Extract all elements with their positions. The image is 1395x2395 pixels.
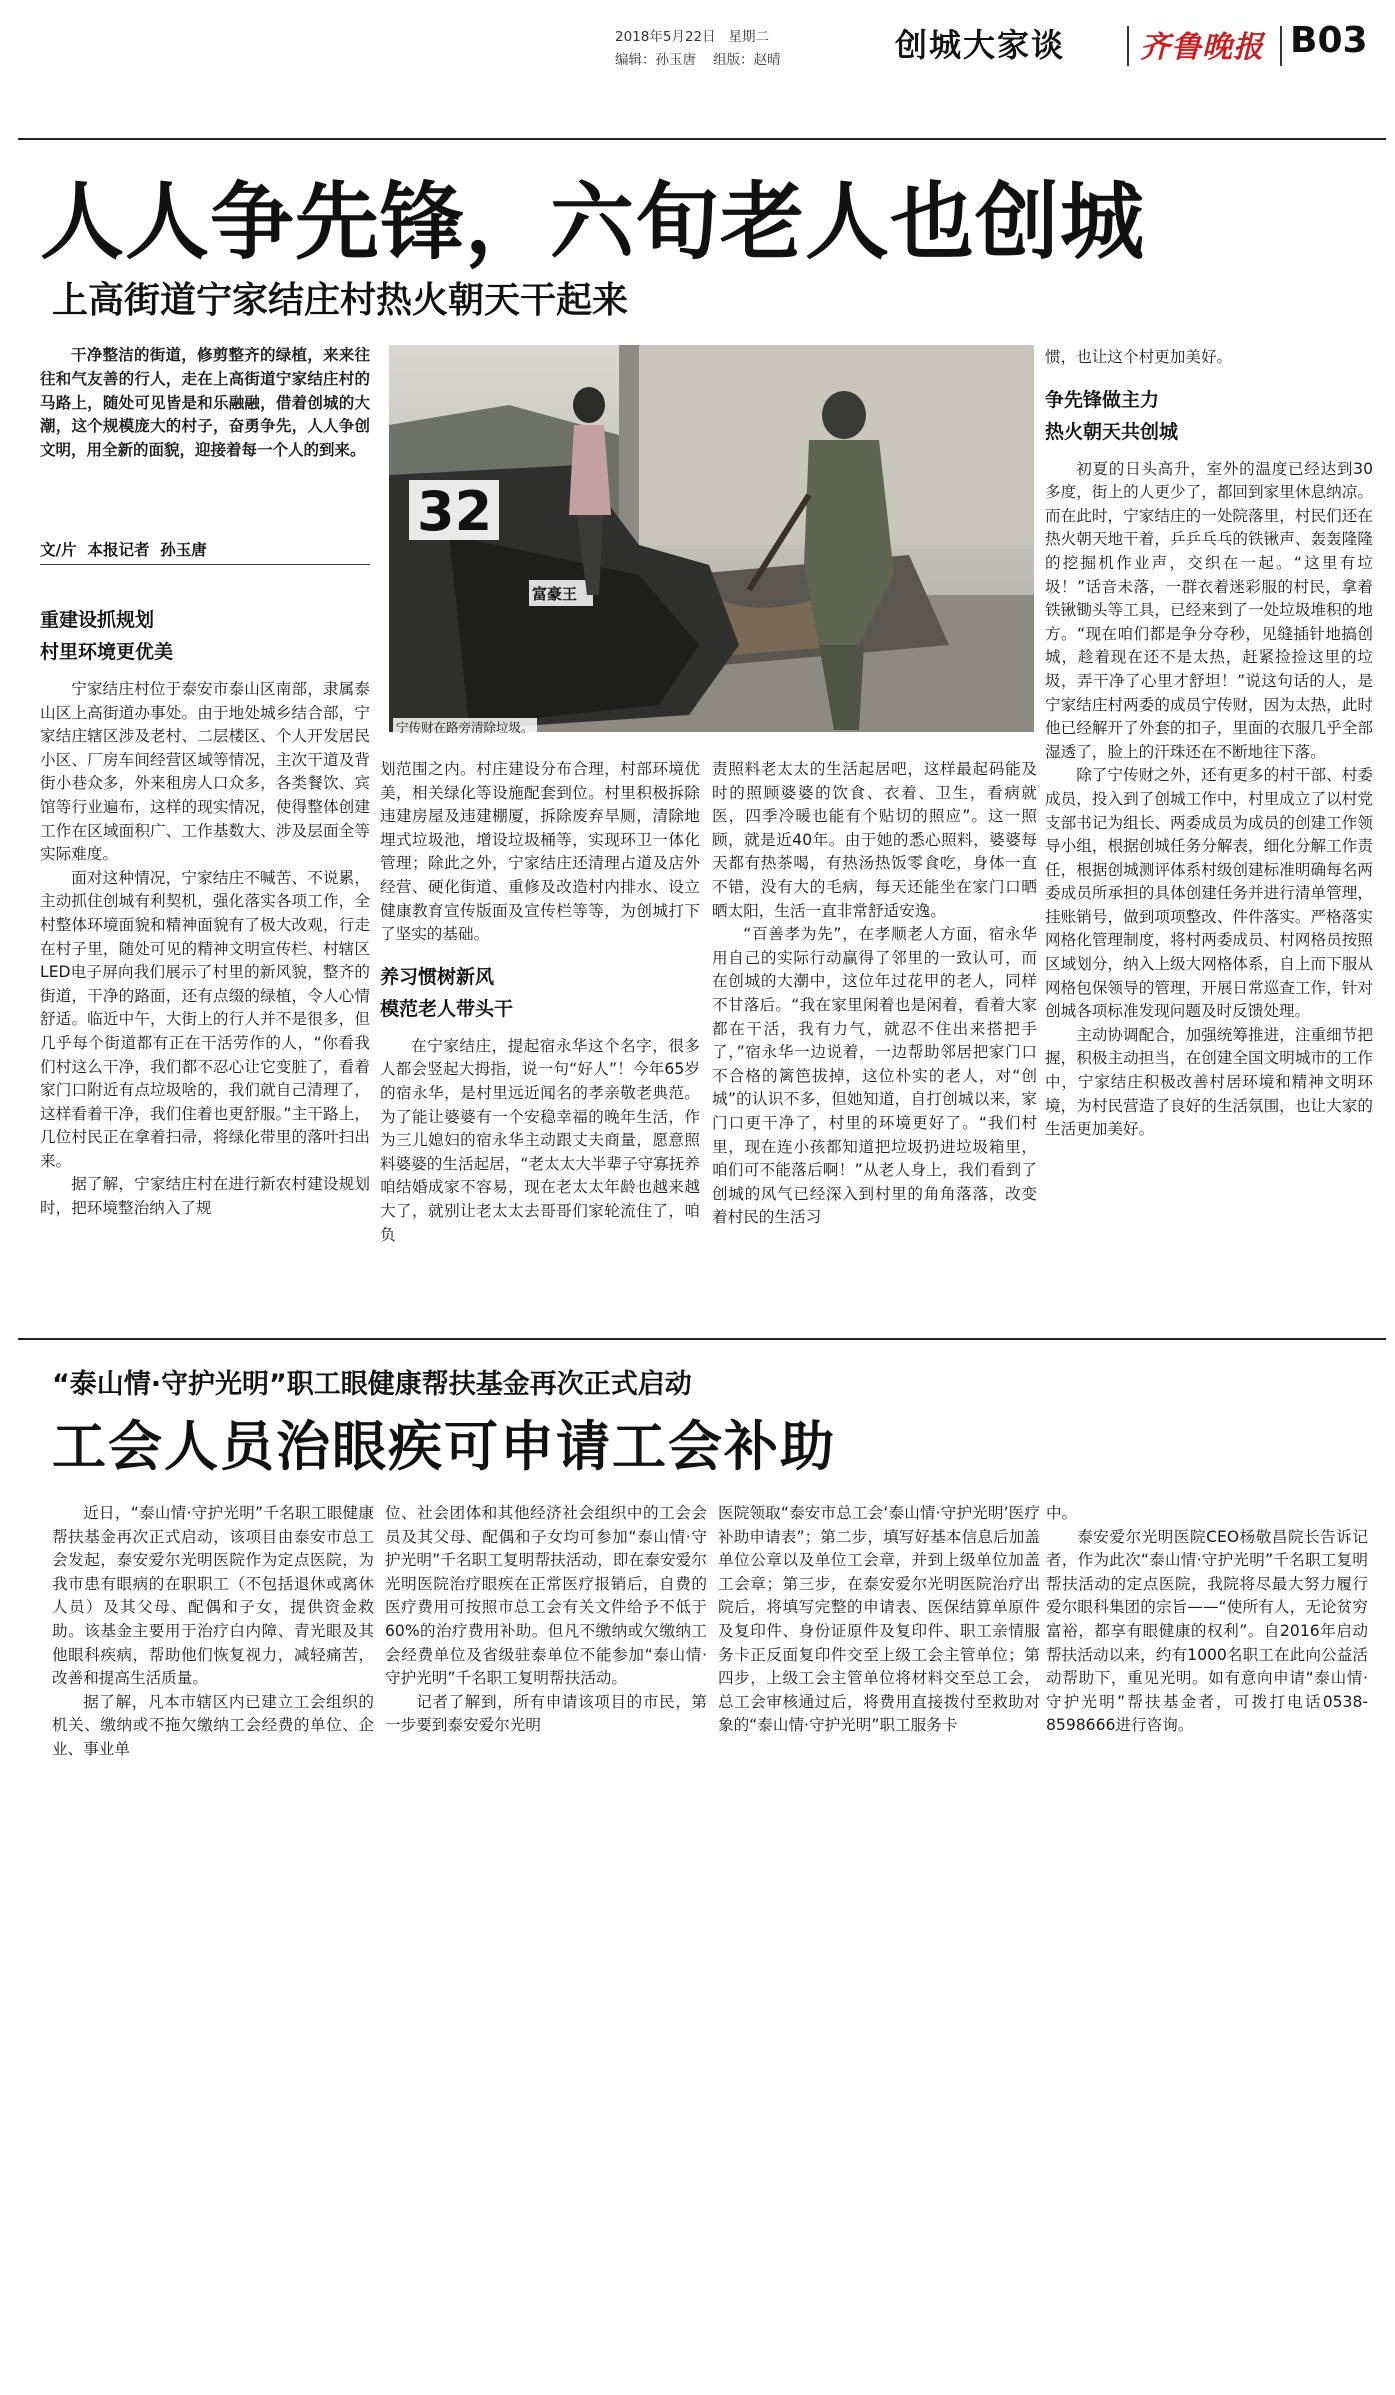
news-photo [389, 345, 1034, 732]
section1-title-line-1: 重建设抓规划 [40, 609, 155, 631]
paragraph: 中。 [1046, 1504, 1078, 1522]
article1-column-4 [1045, 346, 1373, 1142]
vehicle-brand: 富豪王 [532, 585, 578, 603]
paragraph: 惯，也让这个村更加美好。 [1045, 348, 1233, 366]
section3-title-line-1: 争先锋做主力 [1045, 388, 1160, 411]
newspaper-logo: 齐鲁晚报 [1140, 30, 1264, 65]
article2-headline: 工会人员治眼疾可申请工会补助 [52, 1415, 836, 1478]
photo-caption: 宁传财在路旁清除垃圾。 [393, 718, 537, 736]
paragraph: “百善孝为先”，在孝顺老人方面，宿永华用自己的实际行动赢得了邻里的一致认可，而在创城的大潮中，这位年过花甲的老人，同样不甘落后。“我在家里闲着也是闲着，看着大家都在干活，我有力气，就忍不住出来搭把手了，”宿永华一边说着，一边帮助邻居把家门口不合格的篱笆拔掉，这位朴实的老人，对“创城”的认识不多，但她知道，自打创城以来，家门口更干净了，村里的环境更好了。“我们村里，现在连小孩都知道把垃圾扔进垃圾箱里，咱们可不能落后啊！”从老人身上，我们看到了创城的风气已经深入到村里的角角落落，改变着村民的生活习 [712, 925, 1037, 1227]
masthead-divider-2 [1280, 26, 1282, 66]
section2-title-line-2: 模范老人带头干 [380, 997, 514, 1020]
section1-title [40, 604, 370, 668]
paragraph: 近日，“泰山情·守护光明”千名职工眼健康帮扶基金再次正式启动，该项目由泰安市总工会发起，泰安爱尔光明医院作为定点医院，为我市患有眼病的在职职工（不包括退休或离休人员）及其父母、配偶和子女，提供资金救助。该基金主要用于治疗白内障、青光眼及其他眼科疾病，帮助他们恢复视力，减轻痛苦，改善和提高生活质量。 [52, 1504, 374, 1688]
paragraph: 据了解，凡本市辖区内已建立工会组织的机关、缴纳或不拖欠缴纳工会经费的单位、企业、事业单 [52, 1692, 374, 1758]
article2-kicker: “泰山情·守护光明”职工眼健康帮扶基金再次正式启动 [52, 1369, 692, 1400]
paragraph: 泰安爱尔光明医院CEO杨敬昌院长告诉记者，作为此次“泰山情·守护光明”千名职工复明帮扶活动的定点医院，我院将尽最大努力履行爱尔眼科集团的宗旨——“使所有人，无论贫穷富裕，都享有眼健康的权利”。自2016年启动帮扶活动以来，约有1000名职工在此向公益活动帮助下，重见光明。如有意向申请“泰山情·守护光明”帮扶基金者，可拨打电话0538-8598666进行咨询。 [1046, 1527, 1368, 1735]
paragraph: 责照料老太太的生活起居吧，这样最起码能及时的照顾婆婆的饮食、衣着、卫生，看病就医，四季冷暖也能有个贴切的照应”。这一照顾，就是近40年。由于她的悉心照料，婆婆每天都有热茶喝，有热汤热饭零食吃，身体一直不错，没有大的毛病，每天还能坐在家门口晒晒太阳，生活一直非常舒适安逸。 [712, 760, 1037, 920]
article1-column-3 [712, 758, 1037, 1230]
paragraph: 位、社会团体和其他经济社会组织中的工会会员及其父母、配偶和子女均可参加“泰山情·守护光明”千名职工复明帮扶活动，即在泰安爱尔光明医院治疗眼疾在正常医疗报销后，自费的医疗费用可按照市总工会有关文件给予不低于60%的治疗费用补助。但凡不缴纳或欠缴纳工会经费单位及省级驻泰单位不能参加“泰山情·守护光明”千名职工复明帮扶活动。 [385, 1504, 707, 1688]
byline-rule [40, 564, 370, 565]
paragraph: 面对这种情况，宁家结庄不喊苦、不说累，主动抓住创城有利契机，强化落实各项工作，全村整体环境面貌和精神面貌有了极大改观，行走在村子里，随处可见的精神文明宣传栏、村辖区LED电子屏向我们展示了村里的新风貌，整齐的街道，干净的路面，还有点缀的绿植，令人心情舒适。临近中午，大街上的行人并不是很多，但几乎每个街道都有正在干活劳作的人，“你看我们村这么干净，我们都不忍心让它变脏了，看着家门口附近有点垃圾啥的，我们就自己清理了，这样看着干净，我们住着也更舒服。”主干路上，几位村民正在拿着扫帚，将绿化带里的落叶扫出来。 [40, 868, 370, 1170]
section-name: 创城大家谈 [895, 26, 1066, 64]
paragraph: 初夏的日头高升，室外的温度已经达到30多度，街上的人更少了，都回到家里休息纳凉。而在此时，宁家结庄的一处院落里，村民们还在热火朝天地干着，乒乒乓乓的铁锹声、轰轰隆隆的挖掘机作业声，交织在一起。“这里有垃圾！”话音未落，一群衣着迷彩服的村民，拿着铁锹锄头等工具，已经来到了一处垃圾堆积的地方。“现在咱们都是争分夺秒，见缝插针地搞创城，趁着现在还不是太热，赶紧捡捡这里的垃圾，弄干净了心里才舒坦！”说这句话的人，是宁家结庄村两委的成员宁传财，因为太热，此时他已经解开了外套的扣子，里面的衣服几乎全部湿透了，脸上的汗珠还在不断地往下落。 [1045, 459, 1373, 761]
lead-paragraph: 干净整洁的街道，修剪整齐的绿植，来来往往和气友善的行人，走在上高街道宁家结庄村的马路上，随处可见皆是和乐融融，借着创城的大潮，这个规模庞大的村子，奋勇争先，人人争创文明，用全新的面貌，迎接着每一个人的到来。 [40, 346, 370, 460]
section3-title-line-2: 热火朝天共创城 [1045, 420, 1179, 443]
section2-title [380, 961, 700, 1025]
paragraph: 除了宁传财之外，还有更多的村干部、村委成员，投入到了创城工作中，村里成立了以村党支部书记为组长、两委成员为成员的创建工作领导小组，根据创城任务分解表，细化分解工作责任，根据创城测评体系村级创建标准明确每名两委成员所承担的具体创建任务并进行清单管理，挂账销号，做到项项整改、件件落实。严格落实网格化管理制度，将村两委成员、村网格员按照区域划分，纳入上级大网格体系，自上而下服从网格包保领导的管理，开展日常巡查工作，针对创城各项标准发现问题及时反馈处理。 [1045, 766, 1373, 1021]
article2-column-3 [718, 1502, 1040, 1738]
article1-column-2 [380, 758, 700, 1247]
paragraph: 医院领取“泰安市总工会‘泰山情·守护光明’医疗补助申请表”；第二步，填写好基本信息后加盖单位公章以及单位工会章，并到上级单位加盖工会章；第三步，在泰安爱尔光明医院治疗出院后，将填写完整的申请表、医保结算单原件及复印件、身份证原件及复印件、职工亲情服务卡正反面复印件交至上级工会主管单位；第四步，上级工会主管单位将材料交至总工会，总工会审核通过后，将费用直接拨付至救助对象的“泰山情·守护光明”职工服务卡 [718, 1504, 1040, 1735]
paragraph: 主动协调配合，加强统筹推进，注重细节把握，积极主动担当，在创建全国文明城市的工作中，宁家结庄积极改善村居环境和精神文明环境，为村民营造了良好的生活氛围，也让大家的生活更加美好。 [1045, 1025, 1373, 1139]
masthead-editors: 编辑：孙玉唐 组版：赵晴 [615, 52, 781, 68]
paragraph: 记者了解到，所有申请该项目的市民，第一步要到泰安爱尔光明 [385, 1692, 707, 1735]
issue-weekday: 星期二 [728, 29, 769, 45]
section3-title [1045, 384, 1373, 448]
byline: 文/片 本报记者 孙玉唐 [40, 541, 207, 559]
issue-date: 2018年5月22日 [615, 29, 716, 45]
article-divider [18, 1338, 1386, 1340]
article1-column-1 [40, 604, 370, 1221]
page-number: B03 [1290, 20, 1368, 61]
article2-column-4 [1046, 1502, 1368, 1738]
article2-column-1 [52, 1502, 374, 1762]
paragraph: 划范围之内。村庄建设分布合理，村部环境优美，相关绿化等设施配套到位。村里积极拆除违建房屋及违建棚厦，拆除废弃旱厕，清除地埋式垃圾池，增设垃圾桶等，实现环卫一体化管理；除此之外，宁家结庄还清理占道及店外经营、硬化街道、重修及改造村内排水、设立健康教育宣传版面及宣传栏等等，为创城打下了坚实的基础。 [380, 760, 700, 944]
article2-column-2 [385, 1502, 707, 1738]
paragraph: 宁家结庄村位于泰安市泰山区南部，隶属泰山区上高街道办事处。由于地处城乡结合部，宁家结庄辖区涉及老村、二层楼区、个人开发居民小区、厂房车间经营区域等情况，主次干道及背街小巷众多，外来租房人口众多，各类餐饮、宾馆等行业遍布，这样的现实情况，使得整体创建工作在区域面积广、工作基数大、涉及层面全等实际难度。 [40, 680, 370, 864]
masthead-date [615, 25, 769, 45]
paragraph: 据了解，宁家结庄村在进行新农村建设规划时，把环境整治纳入了规 [40, 1175, 370, 1218]
section1-title-line-2: 村里环境更优美 [40, 641, 174, 663]
section2-title-line-1: 养习惯树新风 [380, 965, 495, 988]
headline: 人人争先锋，六旬老人也创城 [40, 173, 1146, 271]
subheadline: 上高街道宁家结庄村热火朝天干起来 [52, 280, 629, 321]
photo-illustration [389, 345, 1034, 732]
masthead-divider [1127, 26, 1129, 66]
top-rule [18, 138, 1386, 140]
paragraph: 在宁家结庄，提起宿永华这个名字，很多人都会竖起大拇指，说一句“好人”！今年65岁的宿永华，是村里远近闻名的孝亲敬老典范。为了能让婆婆有一个安稳幸福的晚年生活，作为三儿媳妇的宿永华主动跟丈夫商量，愿意照料婆婆的生活起居，“老太太大半辈子守寡抚养咱结婚成家不容易，现在老太太年龄也越来越大了，就别让老太太去哥哥们家轮流住了，咱负 [380, 1036, 700, 1244]
vehicle-number: 32 [417, 480, 493, 543]
